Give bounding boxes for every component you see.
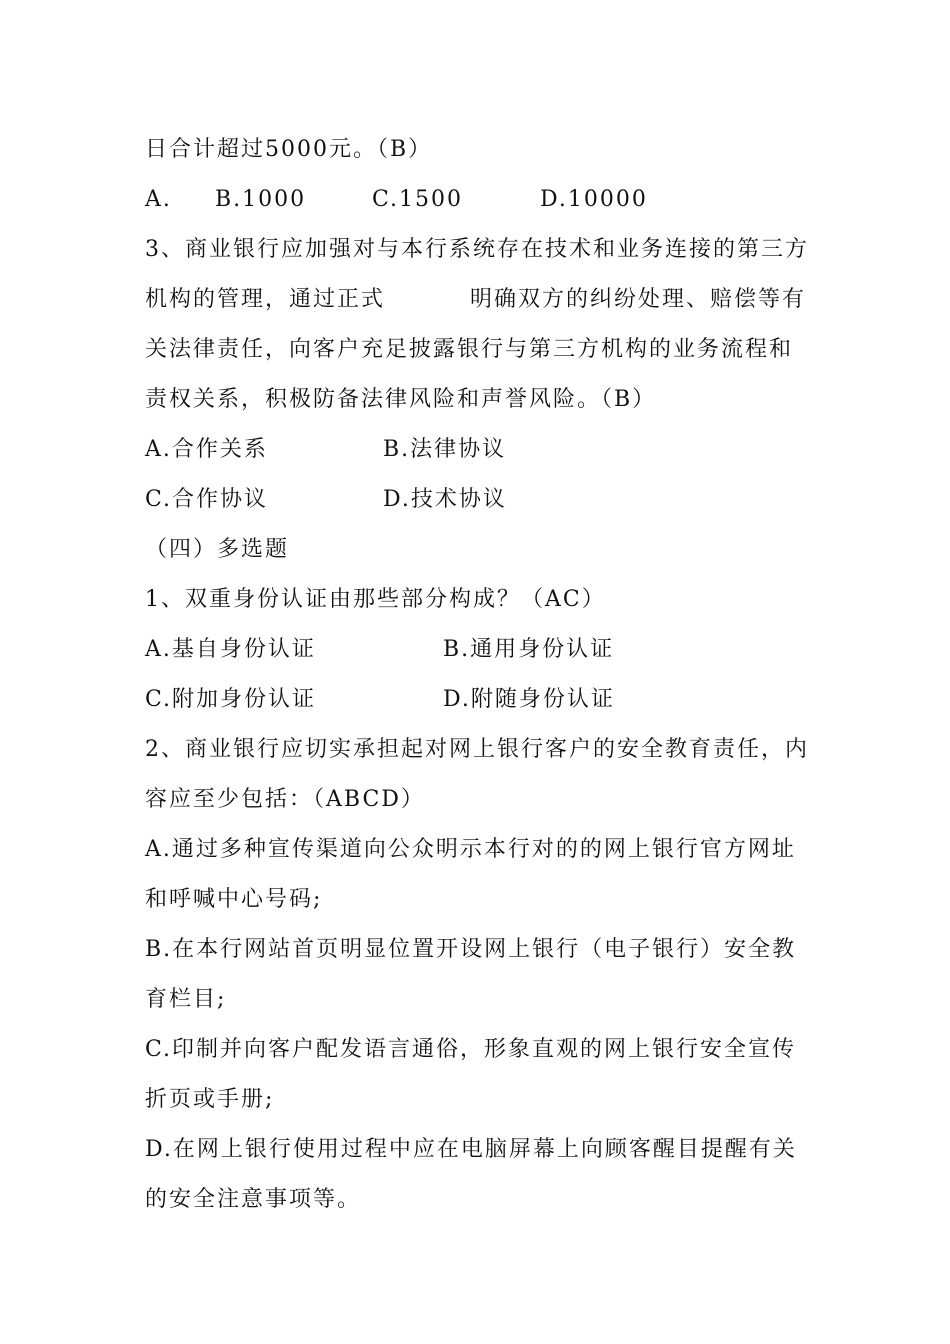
mq2-line-2: 容应至少包括：（ABCD） xyxy=(145,787,425,812)
mq2-line-1: 2、商业银行应切实承担起对网上银行客户的安全教育责任，内 xyxy=(145,737,809,762)
q2-option-a: A. xyxy=(145,187,172,212)
mq2-line-10: 的安全注意事项等。 xyxy=(145,1187,362,1212)
q3-option-d: D.技术协议 xyxy=(383,487,507,512)
q3-option-c: C.合作协议 xyxy=(145,487,269,512)
q3-line-2a: 机构的管理，通过正式 xyxy=(145,287,386,312)
mq1-option-d: D.附随身份认证 xyxy=(443,687,615,712)
q2-option-c: C.1500 xyxy=(372,187,464,212)
mq2-line-7: C.印制并向客户配发语言通俗，形象直观的网上银行安全宣传 xyxy=(145,1037,797,1062)
mq2-line-9: D.在网上银行使用过程中应在电脑屏幕上向顾客醒目提醒有关 xyxy=(145,1137,797,1162)
mq2-line-5: B.在本行网站首页明显位置开设网上银行（电子银行）安全教 xyxy=(145,937,797,962)
q2-tail-text: 日合计超过5000元。（B） xyxy=(145,137,433,162)
q3-line-3: 关法律责任，向客户充足披露银行与第三方机构的业务流程和 xyxy=(145,337,794,362)
mq1-option-b: B.通用身份认证 xyxy=(443,637,615,662)
mq1-option-a: A.基自身份认证 xyxy=(145,637,316,662)
mq2-line-6: 育栏目; xyxy=(145,987,227,1012)
q3-line-4: 责权关系，积极防备法律风险和声誉风险。（B） xyxy=(145,387,657,412)
q3-line-1: 3、商业银行应加强对与本行系统存在技术和业务连接的第三方 xyxy=(145,237,809,262)
section-title: （四）多选题 xyxy=(145,537,290,562)
mq1-option-c: C.附加身份认证 xyxy=(145,687,317,712)
q3-line-2b: 明确双方的纠纷处理、赔偿等有 xyxy=(470,287,807,312)
mq2-line-3: A.通过多种宣传渠道向公众明示本行对的的网上银行官方网址 xyxy=(145,837,796,862)
q3-option-b: B.法律协议 xyxy=(383,437,507,462)
q2-option-b: B.1000 xyxy=(215,187,307,212)
mq1-question: 1、双重身份认证由那些部分构成？（AC） xyxy=(145,587,606,612)
q2-option-d: D.10000 xyxy=(540,187,648,212)
q3-option-a: A.合作关系 xyxy=(145,437,268,462)
mq2-line-4: 和呼喊中心号码; xyxy=(145,887,323,912)
mq2-line-8: 折页或手册; xyxy=(145,1087,275,1112)
